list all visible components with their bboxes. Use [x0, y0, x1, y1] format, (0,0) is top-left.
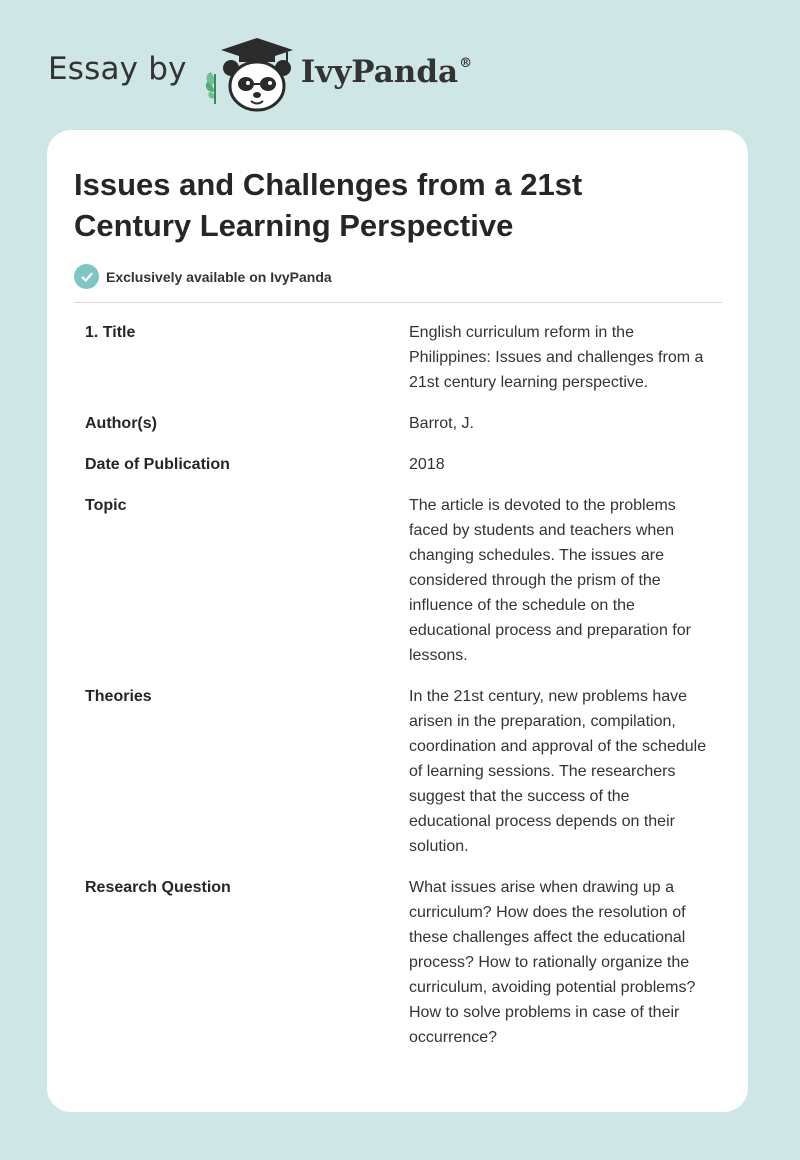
essay-by-text: Essay by [48, 51, 187, 87]
checkmark-icon [74, 264, 99, 289]
table-row [85, 684, 715, 859]
row-label: Topic [85, 497, 127, 514]
row-value: The article is devoted to the problems faced by students and teachers when changing schedules. The issues are considered through the prism of the influence of the schedule on the educational process and preparation for lessons. [409, 497, 691, 664]
panda-mascot-icon [201, 34, 297, 114]
registered-mark: ® [459, 56, 473, 71]
page-title: Issues and Challenges from a 21st Century Learning Perspective [74, 167, 583, 243]
site-header [48, 34, 471, 114]
row-label: Date of Publication [85, 456, 230, 473]
table-row [85, 411, 715, 436]
row-value: Barrot, J. [409, 415, 474, 432]
row-label: Research Question [85, 879, 231, 896]
ivypanda-logo[interactable] [301, 54, 471, 90]
table-row [85, 320, 715, 395]
row-label: Theories [85, 688, 152, 705]
row-value: 2018 [409, 456, 445, 473]
table-row [85, 493, 715, 668]
divider [74, 302, 722, 303]
table-row [85, 452, 715, 477]
brand-name: IvyPanda [300, 54, 459, 90]
row-label: 1. Title [85, 324, 136, 341]
row-value: English curriculum reform in the Philippines: Issues and challenges from a 21st century learning perspective. [409, 324, 704, 391]
exclusive-label: Exclusively available on IvyPanda [106, 268, 332, 285]
details-table [85, 320, 715, 1066]
table-row [85, 875, 715, 1050]
document-card [47, 130, 748, 1112]
row-value: What issues arise when drawing up a curriculum? How does the resolution of these challenges affect the educational process? How to rationally organize the curriculum, avoiding potential problems? How to solve problems in case of their occurrence? [409, 879, 696, 1046]
exclusive-badge [74, 264, 332, 289]
row-value: In the 21st century, new problems have arisen in the preparation, compilation, coordination and approval of the schedule of learning sessions. The researchers suggest that the success of the educational process depends on their solution. [409, 688, 707, 855]
row-label: Author(s) [85, 415, 157, 432]
